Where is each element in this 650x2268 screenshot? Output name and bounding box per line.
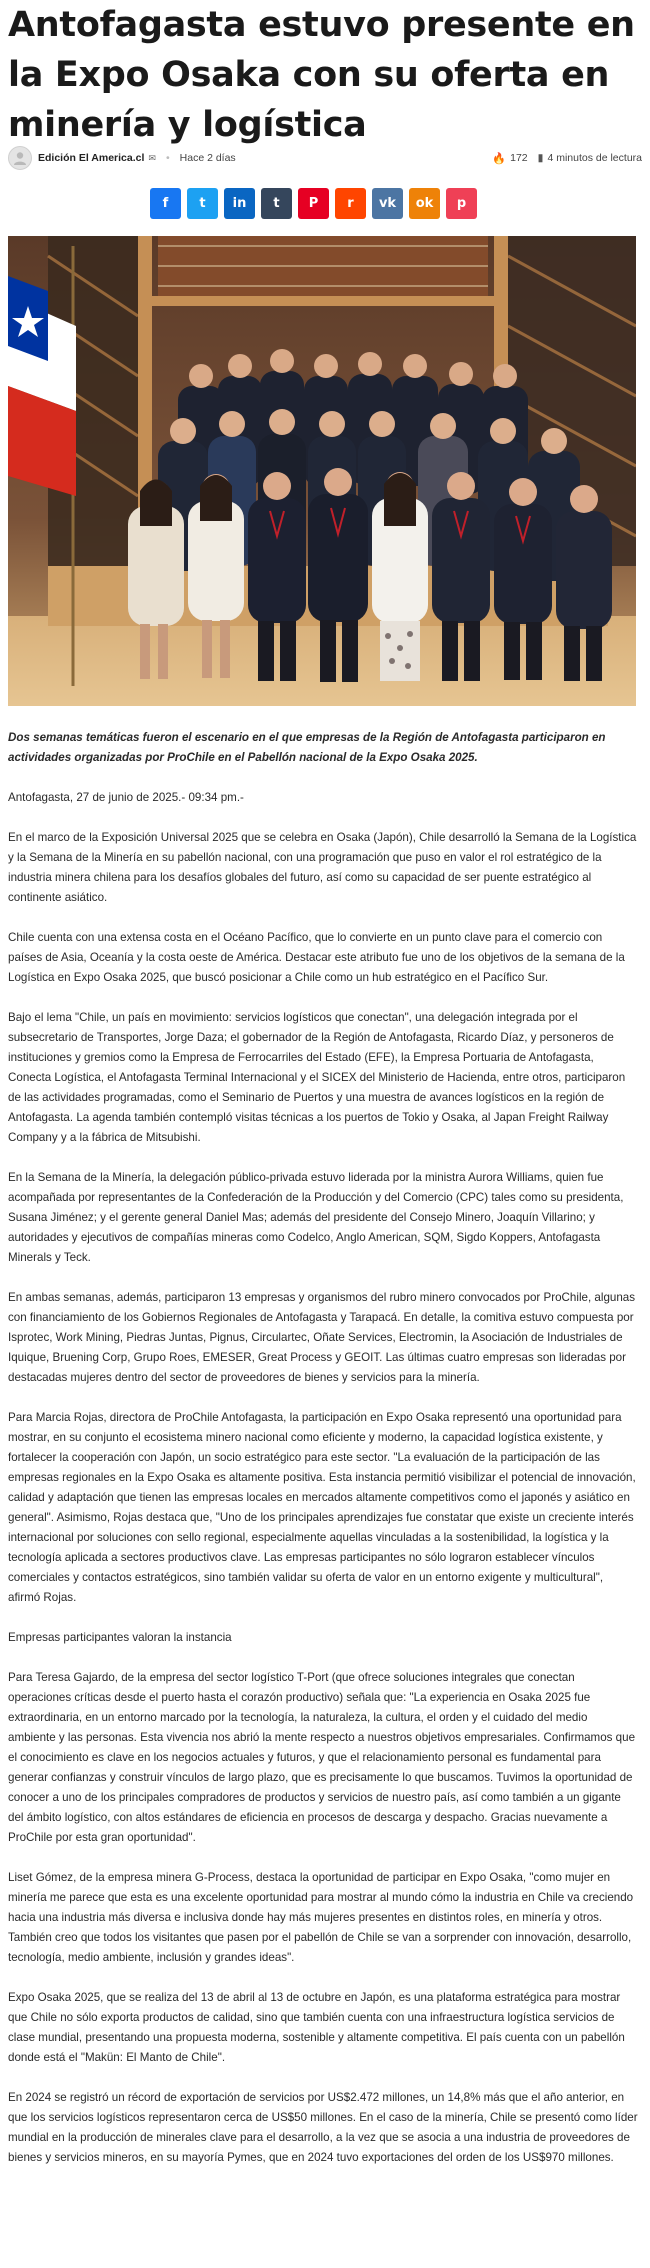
- meta-stats: [492, 152, 642, 165]
- article-paragraph: En 2024 se registró un récord de exportación de servicios por US$2.472 millones, un 14,8% más que el año anterior, en que los servicios logísticos representaron cerca de US$50 millones. En el caso de la minería, Chile se presentó como líder mundial en la producción de minerales clave para el desarrollo, a la vez que se asocia a una industria de proveedores de bienes y servicios mineros, en su mayoría Pymes, que en 2024 tuvo exportaciones del orden de los US$970 millones.: [8, 2091, 638, 2164]
- odnoklassniki-share-button[interactable]: [409, 188, 440, 219]
- article-dateline: Antofagasta, 27 de junio de 2025.- 09:34 pm.-: [8, 791, 244, 804]
- odnoklassniki-icon: ok: [415, 196, 434, 211]
- tumblr-share-button[interactable]: [261, 188, 292, 219]
- read-time: 4 minutos de lectura: [547, 152, 642, 164]
- vk-icon: vk: [378, 196, 397, 211]
- published-time: Hace 2 días: [179, 152, 236, 164]
- article-paragraph: Bajo el lema "Chile, un país en movimiento: servicios logísticos que conectan", una delegación integrada por el subsecretario de Transportes, Jorge Daza; el gobernador de la Región de Antofagasta, Ricardo Díaz, y personeros de instituciones y gremios como la Empresa de Ferrocarriles del Estado (EFE), la Empresa Portuaria de Antofagasta, Conecta Logística, el Antofagasta Terminal Internacional y el SICEX del Ministerio de Hacienda, entre otros, participaron de las actividades programadas, como el Seminario de Puertos y una muestra de avances logísticos en la región de Antofagasta. La agenda también contempló visitas técnicas a los puertos de Tokio y Osaka, al Japan Freight Railway Company y a la fábrica de Mitsubishi.: [8, 1011, 626, 1144]
- author-avatar[interactable]: [8, 146, 32, 170]
- article-title: Antofagasta estuvo presente en la Expo Osaka con su oferta en minería y logística: [8, 5, 635, 145]
- twitter-icon: t: [199, 196, 206, 211]
- linkedin-share-button[interactable]: [224, 188, 255, 219]
- meta-separator: •: [165, 152, 170, 164]
- article-paragraph: Para Teresa Gajardo, de la empresa del sector logístico T-Port (que ofrece soluciones integrales que conectan operaciones críticas desde el puerto hasta el corazón productivo) señala que: "La experiencia en Osaka 2025 fue extraordinaria, en un entorno marcado por la tecnología, la naturaleza, la cultura, el orden y el cuidado del medio ambiente y las personas. Esta vivencia nos abrió la mente respecto a nuestros objetivos empresariales. Confirmamos que el conocimiento es clave en los negocios actuales y futuros, y que el relacionamiento personal es fundamental para generar confianzas y construir vínculos de largo plazo, que es precisamente lo que buscamos. Tuvimos la oportunidad de conocer a uno de los principales compradores de productos y servicios de nuestro país, así como también a un gigante del ámbito logístico, con altos estándares de eficiencia en procesos de descarga y despacho. Gracias nuevamente a ProChile por esta gran oportunidad".: [8, 1671, 636, 1844]
- article-paragraph: Liset Gómez, de la empresa minera G-Process, destaca la oportunidad de participar en Expo Osaka, "como mujer en minería me parece que esta es una excelente oportunidad para mostrar al mundo cómo la industria en Chile va creciendo hacia una industria más diversa e inclusiva donde hay más mujeres presentes en distintos roles, en minería y otros. También creo que todos los visitantes que pasen por el pabellón de Chile se van a sorprender con innovación, desarrollo, tecnología, medio ambiente, inclusión y grandes ideas".: [8, 1871, 634, 1964]
- pinterest-share-button[interactable]: [298, 188, 329, 219]
- pocket-icon: p: [456, 196, 467, 211]
- vk-share-button[interactable]: [372, 188, 403, 219]
- article-paragraph: Para Marcia Rojas, directora de ProChile Antofagasta, la participación en Expo Osaka representó una oportunidad para mostrar, en su conjunto el ecosistema minero nacional como eficiente y moderno, la capacidad logística existente, y fortalecer la cooperación con Japón, un socio estratégico para este sector. "La evaluación de la participación de las empresas regionales en la Expo Osaka es altamente positiva. Esta instancia permitió visibilizar el potencial de innovación, calidad y adaptación que tienen las empresas locales en mercados altamente competitivos como el japonés y asiático en general". Asimismo, Rojas destaca que, "Uno de los principales aprendizajes fue constatar que existe un creciente interés internacional por soluciones con sello regional, especialmente aquellas vinculadas a la sostenibilidad, la logística y la tecnología aplicada a sectores productivos clave. Las empresas participantes no sólo lograron establecer vínculos comerciales y contactos estratégicos, sino también validar su oferta de valor en un entorno exigente y multicultural", afirmó Rojas.: [8, 1411, 636, 1604]
- article-paragraph: En ambas semanas, además, participaron 13 empresas y organismos del rubro minero convocados por ProChile, algunas con financiamiento de los Gobiernos Regionales de Antofagasta y Tarapacá. En detalle, la comitiva estuvo compuesta por Isprotec, Work Mining, Piedras Juntas, Pignus, Circulartec, Oñate Services, Electromin, la Asociación de Industriales de Iquique, Bruening Corp, Grupo Roes, EMESER, Great Process y GEOIT. Las últimas cuatro empresas son lideradas por destacadas mujeres dentro del sector de proveedores de bienes y servicios para la minería.: [8, 1291, 636, 1384]
- twitter-share-button[interactable]: [187, 188, 218, 219]
- envelope-icon[interactable]: ✉: [148, 152, 156, 163]
- view-count: 172: [510, 152, 528, 164]
- book-icon: ▮: [537, 152, 544, 164]
- article-subheading: Empresas participantes valoran la instancia: [8, 1631, 232, 1644]
- reddit-icon: r: [347, 196, 354, 211]
- author-name[interactable]: Edición El America.cl: [38, 152, 145, 164]
- pinterest-icon: P: [308, 196, 319, 211]
- article-paragraph: En el marco de la Exposición Universal 2025 que se celebra en Osaka (Japón), Chile desarrolló la Semana de la Logística y la Semana de la Minería en su pabellón nacional, con una programación que puso en valor el rol estratégico de la industria minera chilena para los desafíos globales del futuro, así como su capacidad de ser puente estratégico al continente asiático.: [8, 831, 637, 904]
- reddit-share-button[interactable]: [335, 188, 366, 219]
- article-body: [8, 728, 638, 2188]
- article-paragraph: Expo Osaka 2025, que se realiza del 13 de abril al 13 de octubre en Japón, es una plataforma estratégica para mostrar que Chile no sólo exporta productos de calidad, sino que también cuenta con una infraestructura logística servicios de clase mundial, presentando una propuesta moderna, sostenible y altamente competitiva. El país cuenta con un pabellón donde está el "Makün: El Manto de Chile".: [8, 1991, 625, 2064]
- article-meta: [8, 146, 642, 170]
- user-icon: [12, 150, 28, 166]
- flame-icon: 🔥: [492, 152, 507, 165]
- article-photo: [8, 236, 636, 706]
- article-paragraph: En la Semana de la Minería, la delegación público-privada estuvo liderada por la ministra Aurora Williams, quien fue acompañada por representantes de la Confederación de la Producción y del Comercio (CPC) tales como su presidenta, Susana Jiménez; y el gerente general Daniel Mas; además del presidente del Consejo Minero, Joaquín Villarino; y autoridades y ejecutivos de compañías mineras como Codelco, Anglo American, SQM, Sigdo Koppers, Antofagasta Minerals y Teck.: [8, 1171, 624, 1264]
- linkedin-icon: in: [232, 196, 247, 211]
- pocket-share-button[interactable]: [446, 188, 477, 219]
- share-bar: [150, 188, 477, 219]
- article-paragraph: Chile cuenta con una extensa costa en el Océano Pacífico, que lo convierte en un punto clave para el comercio con países de Asia, Oceanía y la costa oeste de América. Destacar este atributo fue uno de los objetivos de la semana de la Logística en Expo Osaka 2025, que buscó posicionar a Chile como un hub estratégico en el Pacífico Sur.: [8, 931, 625, 984]
- facebook-icon: f: [162, 196, 169, 211]
- tumblr-icon: t: [273, 196, 280, 211]
- group-photo-illustration: [8, 236, 636, 706]
- article-lead: Dos semanas temáticas fueron el escenario en el que empresas de la Región de Antofagasta participaron en actividades organizadas por ProChile en el Pabellón nacional de la Expo Osaka 2025.: [8, 731, 606, 764]
- facebook-share-button[interactable]: [150, 188, 181, 219]
